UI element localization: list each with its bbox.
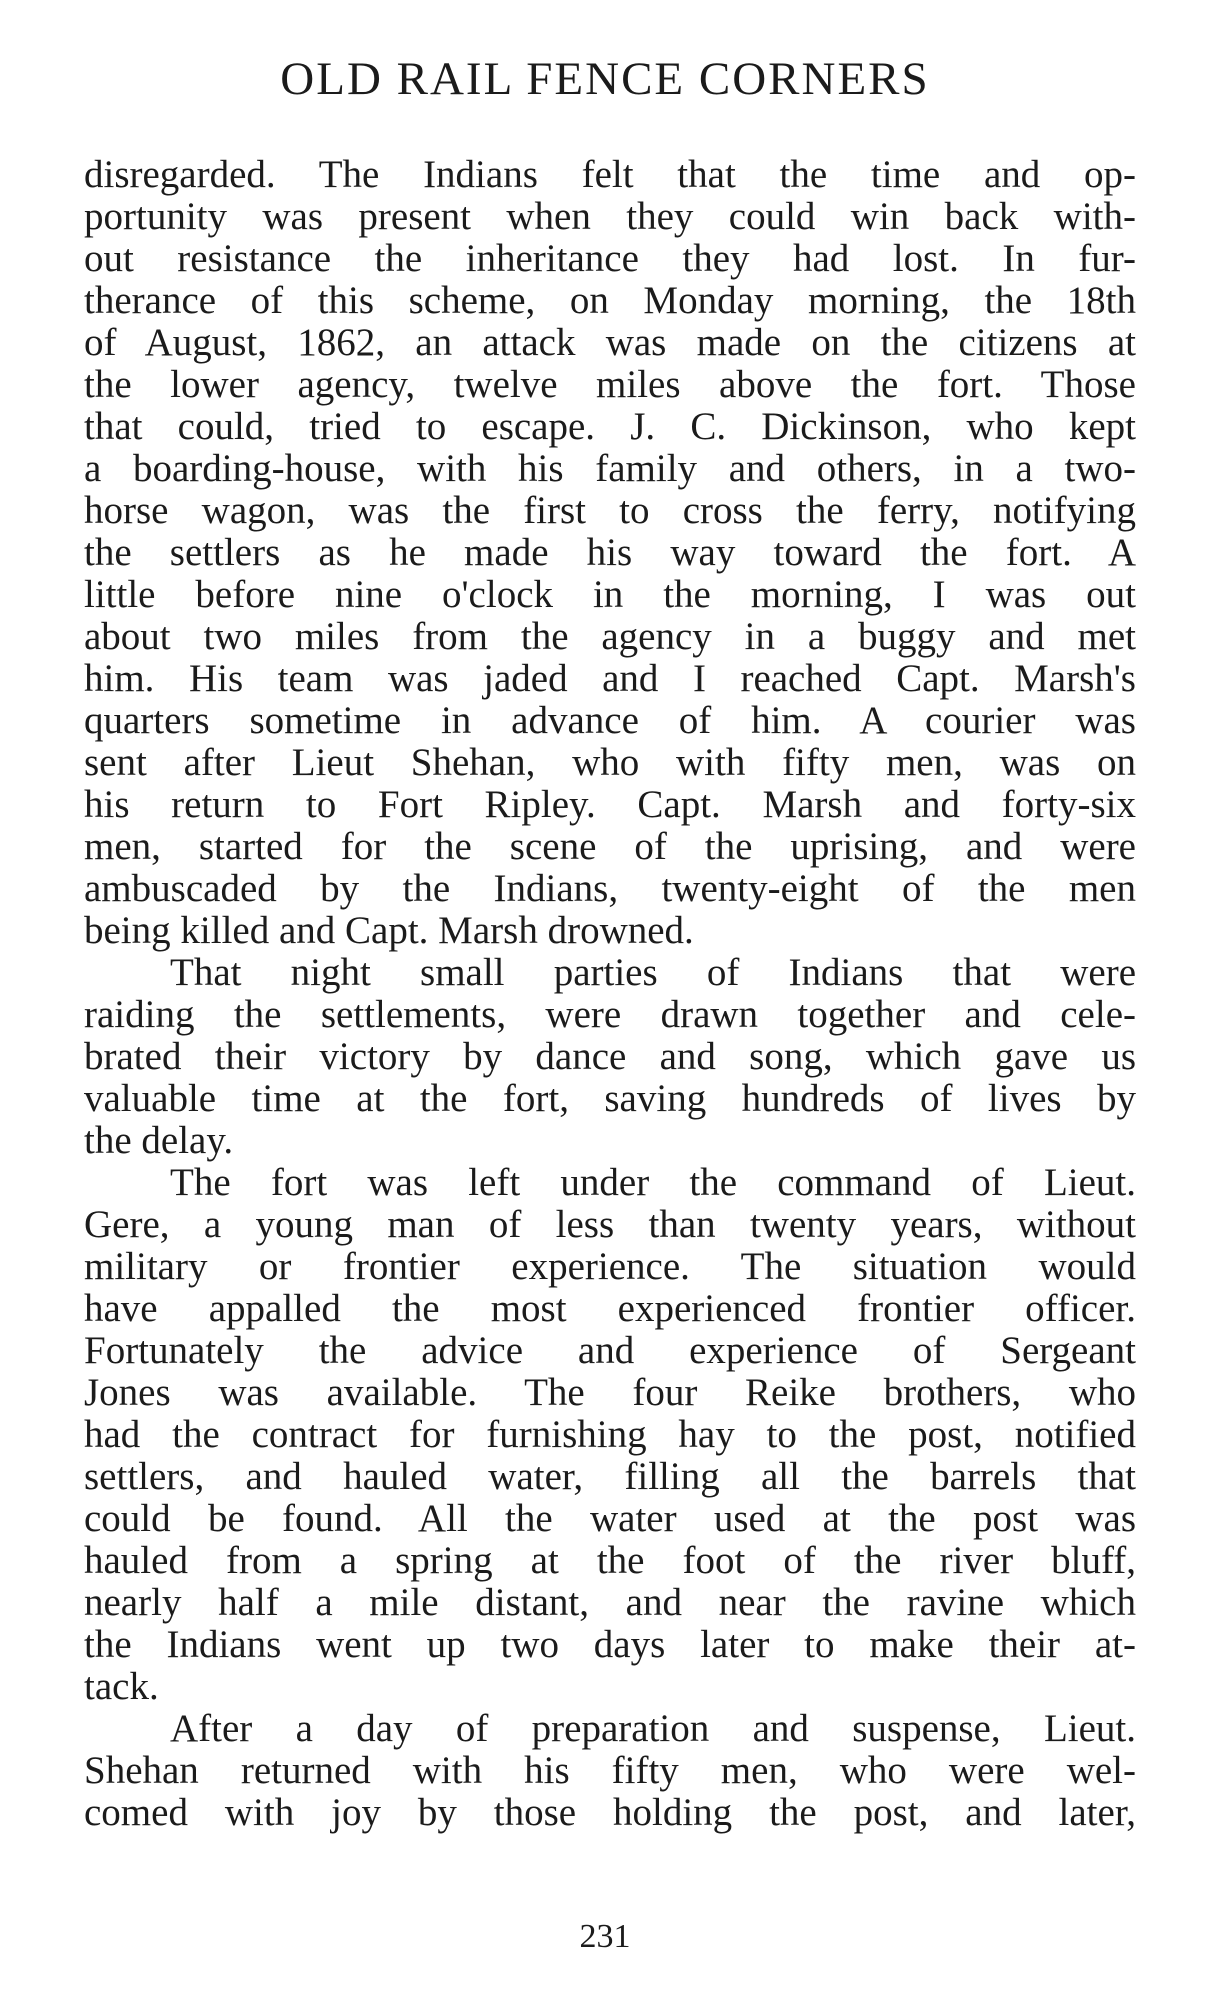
text-line: Fortunately the advice and experience of Sergeant	[84, 1330, 1136, 1372]
running-head: OLD RAIL FENCE CORNERS	[280, 53, 930, 105]
paragraph-end-line: tack.	[84, 1666, 159, 1708]
text-line: Gere, a young man of less than twenty years, without	[84, 1204, 1136, 1246]
text-line: have appalled the most experienced frontier officer.	[84, 1288, 1136, 1330]
text-line: brated their victory by dance and song, which gave us	[84, 1036, 1136, 1078]
text-line: sent after Lieut Shehan, who with fifty men, was on	[84, 742, 1136, 784]
text-line: ambuscaded by the Indians, twenty-eight of the men	[84, 868, 1136, 910]
text-line: that could, tried to escape. J. C. Dickinson, who kept	[84, 406, 1136, 448]
text-line: had the contract for furnishing hay to the post, notified	[84, 1414, 1136, 1456]
text-line: raiding the settlements, were drawn together and cele-	[84, 994, 1136, 1036]
text-line: nearly half a mile distant, and near the ravine which	[84, 1582, 1136, 1624]
text-line: could be found. All the water used at the post was	[84, 1498, 1136, 1540]
text-line: the Indians went up two days later to make their at-	[84, 1624, 1136, 1666]
text-line: therance of this scheme, on Monday morning, the 18th	[84, 280, 1136, 322]
text-line: horse wagon, was the first to cross the ferry, notifying	[84, 490, 1136, 532]
text-line: his return to Fort Ripley. Capt. Marsh and forty-six	[84, 784, 1136, 826]
text-line: Jones was available. The four Reike brothers, who	[84, 1372, 1136, 1414]
text-line: quarters sometime in advance of him. A courier was	[84, 700, 1136, 742]
text-line: Shehan returned with his fifty men, who were wel-	[84, 1750, 1136, 1792]
text-line: the lower agency, twelve miles above the fort. Those	[84, 364, 1136, 406]
paragraph-end-line: the delay.	[84, 1120, 234, 1162]
text-line: him. His team was jaded and I reached Capt. Marsh's	[84, 658, 1136, 700]
text-line: men, started for the scene of the uprising, and were	[84, 826, 1136, 868]
paragraph-start-line: The fort was left under the command of Lieut.	[170, 1162, 1136, 1204]
text-line: military or frontier experience. The situation would	[84, 1246, 1136, 1288]
text-line: comed with joy by those holding the post, and later,	[84, 1792, 1136, 1834]
text-line: portunity was present when they could win back with-	[84, 196, 1136, 238]
text-line: little before nine o'clock in the morning, I was out	[84, 574, 1136, 616]
page-number: 231	[579, 1918, 631, 1955]
text-line: valuable time at the fort, saving hundreds of lives by	[84, 1078, 1136, 1120]
text-line: of August, 1862, an attack was made on the citizens at	[84, 322, 1136, 364]
text-line: settlers, and hauled water, filling all the barrels that	[84, 1456, 1136, 1498]
text-line: the settlers as he made his way toward the fort. A	[84, 532, 1136, 574]
paragraph-end-line: being killed and Capt. Marsh drowned.	[84, 910, 694, 952]
paragraph-start-line: That night small parties of Indians that were	[170, 952, 1136, 994]
text-line: out resistance the inheritance they had lost. In fur-	[84, 238, 1136, 280]
text-line: about two miles from the agency in a buggy and met	[84, 616, 1136, 658]
text-line: disregarded. The Indians felt that the time and op-	[84, 154, 1136, 196]
text-line: hauled from a spring at the foot of the river bluff,	[84, 1540, 1136, 1582]
paragraph-start-line: After a day of preparation and suspense, Lieut.	[170, 1708, 1136, 1750]
body-text	[84, 154, 1136, 1834]
text-line: a boarding-house, with his family and others, in a two-	[84, 448, 1136, 490]
